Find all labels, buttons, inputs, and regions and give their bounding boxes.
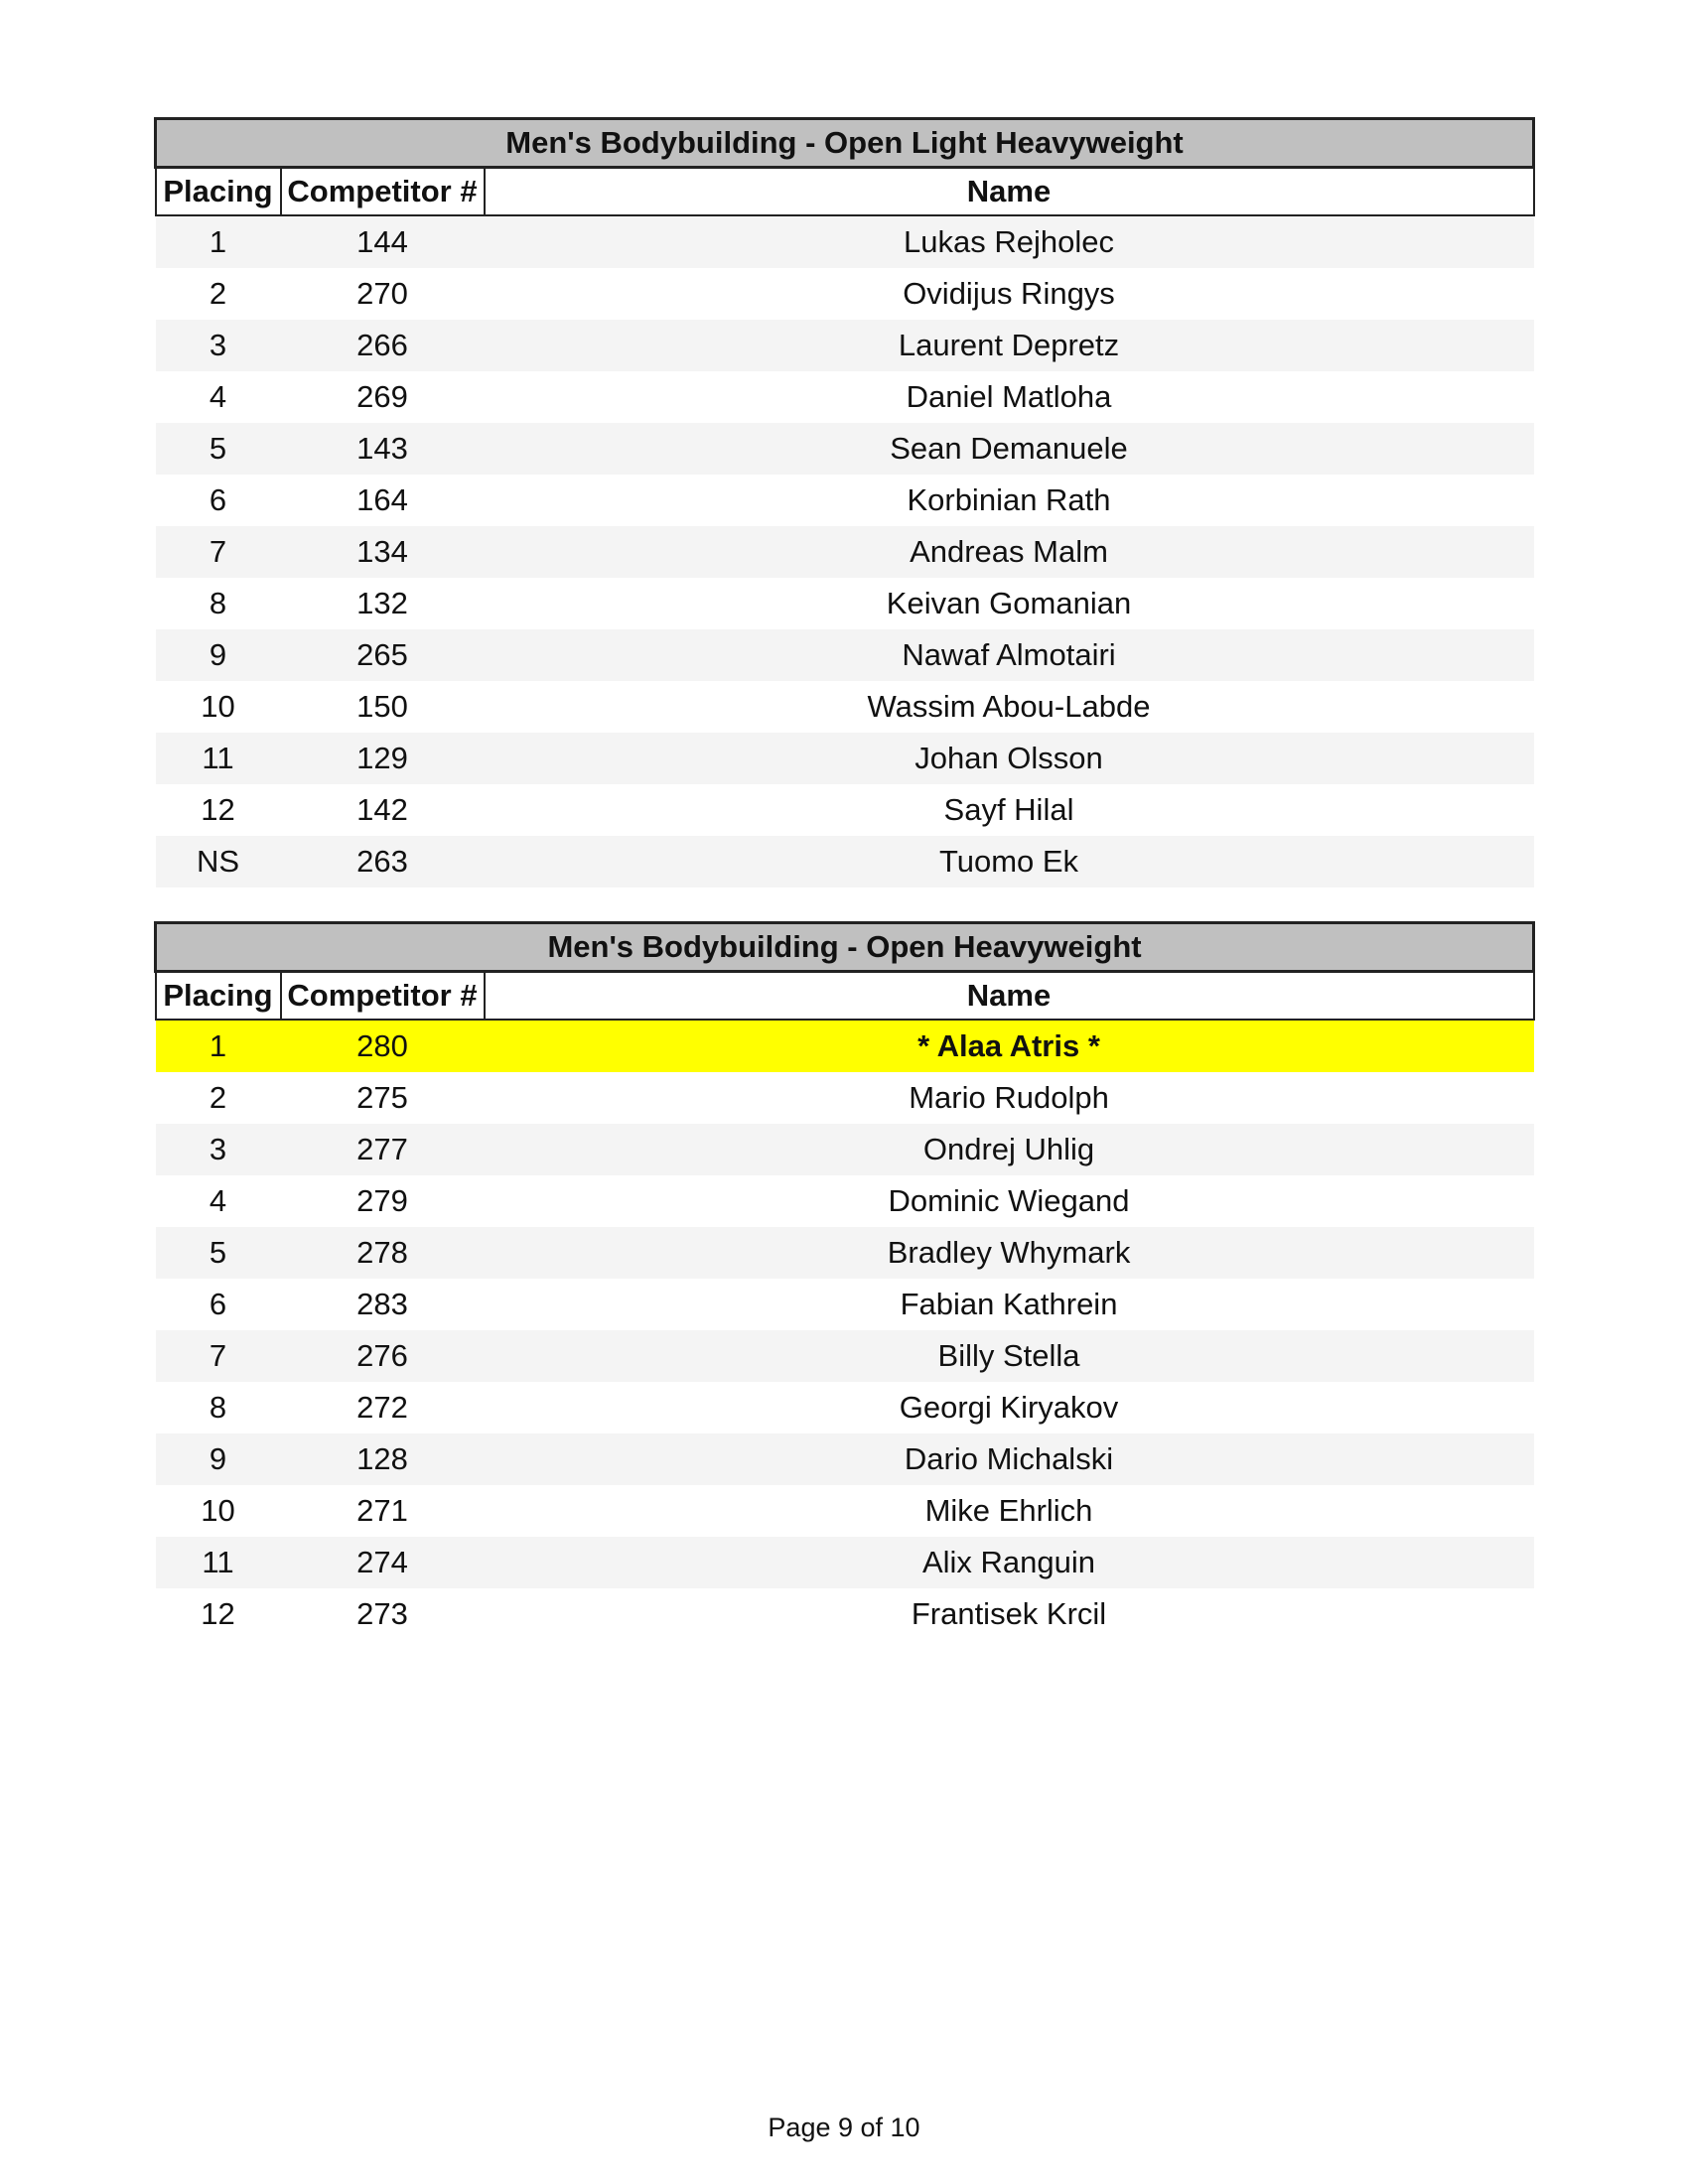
table-row xyxy=(156,1279,1534,1330)
name-cell: Keivan Gomanian xyxy=(485,578,1534,629)
name-cell: Daniel Matloha xyxy=(485,371,1534,423)
placing-cell: 5 xyxy=(156,1227,281,1279)
competitor-cell: 271 xyxy=(281,1485,485,1537)
competitor-cell: 164 xyxy=(281,475,485,526)
table-row xyxy=(156,423,1534,475)
name-cell: Fabian Kathrein xyxy=(485,1279,1534,1330)
placing-cell: 10 xyxy=(156,681,281,733)
competitor-cell: 269 xyxy=(281,371,485,423)
table-row xyxy=(156,1124,1534,1175)
competitor-cell: 283 xyxy=(281,1279,485,1330)
table-row xyxy=(156,1537,1534,1588)
table-title: Men's Bodybuilding - Open Light Heavyweight xyxy=(156,119,1534,168)
placing-cell: 7 xyxy=(156,526,281,578)
name-cell: Bradley Whymark xyxy=(485,1227,1534,1279)
placing-cell: 12 xyxy=(156,1588,281,1640)
placing-cell: 1 xyxy=(156,1020,281,1072)
name-cell: Johan Olsson xyxy=(485,733,1534,784)
placing-cell: 9 xyxy=(156,1433,281,1485)
competitor-cell: 142 xyxy=(281,784,485,836)
competitor-cell: 275 xyxy=(281,1072,485,1124)
name-cell: Ondrej Uhlig xyxy=(485,1124,1534,1175)
placing-cell: 10 xyxy=(156,1485,281,1537)
placing-cell: 3 xyxy=(156,320,281,371)
name-cell: * Alaa Atris * xyxy=(485,1020,1534,1072)
placing-cell: 4 xyxy=(156,1175,281,1227)
placing-cell: 1 xyxy=(156,215,281,268)
competitor-cell: 129 xyxy=(281,733,485,784)
competitor-cell: 280 xyxy=(281,1020,485,1072)
placing-cell: 6 xyxy=(156,475,281,526)
placing-cell: 2 xyxy=(156,1072,281,1124)
competitor-cell: 150 xyxy=(281,681,485,733)
name-cell: Sean Demanuele xyxy=(485,423,1534,475)
table-row xyxy=(156,681,1534,733)
placing-cell: 6 xyxy=(156,1279,281,1330)
name-cell: Dario Michalski xyxy=(485,1433,1534,1485)
name-cell: Andreas Malm xyxy=(485,526,1534,578)
table-row xyxy=(156,629,1534,681)
competitor-cell: 134 xyxy=(281,526,485,578)
name-cell: Mario Rudolph xyxy=(485,1072,1534,1124)
table-body xyxy=(156,1020,1534,1640)
table-row xyxy=(156,578,1534,629)
table-header-row xyxy=(156,972,1534,1021)
table-header-row xyxy=(156,168,1534,216)
table-row xyxy=(156,1485,1534,1537)
competitor-cell: 143 xyxy=(281,423,485,475)
table-title: Men's Bodybuilding - Open Heavyweight xyxy=(156,923,1534,972)
name-cell: Ovidijus Ringys xyxy=(485,268,1534,320)
table-title-row xyxy=(156,119,1534,168)
name-cell: Mike Ehrlich xyxy=(485,1485,1534,1537)
competitor-cell: 263 xyxy=(281,836,485,887)
table-body xyxy=(156,215,1534,887)
table-row xyxy=(156,1072,1534,1124)
name-cell: Lukas Rejholec xyxy=(485,215,1534,268)
table-row xyxy=(156,1382,1534,1433)
name-cell: Laurent Depretz xyxy=(485,320,1534,371)
competitor-cell: 270 xyxy=(281,268,485,320)
competitor-cell: 274 xyxy=(281,1537,485,1588)
table-row xyxy=(156,475,1534,526)
name-cell: Billy Stella xyxy=(485,1330,1534,1382)
placing-cell: 11 xyxy=(156,1537,281,1588)
table-row xyxy=(156,268,1534,320)
table-row xyxy=(156,1588,1534,1640)
competitor-cell: 273 xyxy=(281,1588,485,1640)
table-row xyxy=(156,784,1534,836)
table-row xyxy=(156,371,1534,423)
table-row xyxy=(156,1433,1534,1485)
name-cell: Georgi Kiryakov xyxy=(485,1382,1534,1433)
competitor-cell: 278 xyxy=(281,1227,485,1279)
name-cell: Frantisek Krcil xyxy=(485,1588,1534,1640)
table-title-row xyxy=(156,923,1534,972)
table-row xyxy=(156,215,1534,268)
competitor-cell: 132 xyxy=(281,578,485,629)
table-row xyxy=(156,1227,1534,1279)
name-header: Name xyxy=(485,168,1534,216)
name-header: Name xyxy=(485,972,1534,1021)
competitor-header: Competitor # xyxy=(281,972,485,1021)
competitor-cell: 266 xyxy=(281,320,485,371)
name-cell: Nawaf Almotairi xyxy=(485,629,1534,681)
placing-cell: 12 xyxy=(156,784,281,836)
placing-cell: 4 xyxy=(156,371,281,423)
results-table-heavyweight xyxy=(154,921,1535,1640)
placing-cell: 11 xyxy=(156,733,281,784)
competitor-cell: 279 xyxy=(281,1175,485,1227)
placing-header: Placing xyxy=(156,972,281,1021)
name-cell: Alix Ranguin xyxy=(485,1537,1534,1588)
competitor-cell: 272 xyxy=(281,1382,485,1433)
placing-header: Placing xyxy=(156,168,281,216)
table-row xyxy=(156,1330,1534,1382)
name-cell: Dominic Wiegand xyxy=(485,1175,1534,1227)
placing-cell: 9 xyxy=(156,629,281,681)
competitor-cell: 276 xyxy=(281,1330,485,1382)
competitor-header: Competitor # xyxy=(281,168,485,216)
table-row xyxy=(156,836,1534,887)
competitor-cell: 265 xyxy=(281,629,485,681)
competitor-cell: 128 xyxy=(281,1433,485,1485)
table-row xyxy=(156,733,1534,784)
placing-cell: 8 xyxy=(156,578,281,629)
results-table-light-heavyweight xyxy=(154,117,1535,887)
name-cell: Korbinian Rath xyxy=(485,475,1534,526)
table-row xyxy=(156,1175,1534,1227)
table-row xyxy=(156,1020,1534,1072)
competitor-cell: 144 xyxy=(281,215,485,268)
page-number: Page 9 of 10 xyxy=(768,2113,920,2142)
placing-cell: 2 xyxy=(156,268,281,320)
placing-cell: NS xyxy=(156,836,281,887)
table-row xyxy=(156,526,1534,578)
placing-cell: 8 xyxy=(156,1382,281,1433)
competitor-cell: 277 xyxy=(281,1124,485,1175)
name-cell: Sayf Hilal xyxy=(485,784,1534,836)
placing-cell: 3 xyxy=(156,1124,281,1175)
table-row xyxy=(156,320,1534,371)
name-cell: Tuomo Ek xyxy=(485,836,1534,887)
name-cell: Wassim Abou-Labde xyxy=(485,681,1534,733)
placing-cell: 5 xyxy=(156,423,281,475)
placing-cell: 7 xyxy=(156,1330,281,1382)
